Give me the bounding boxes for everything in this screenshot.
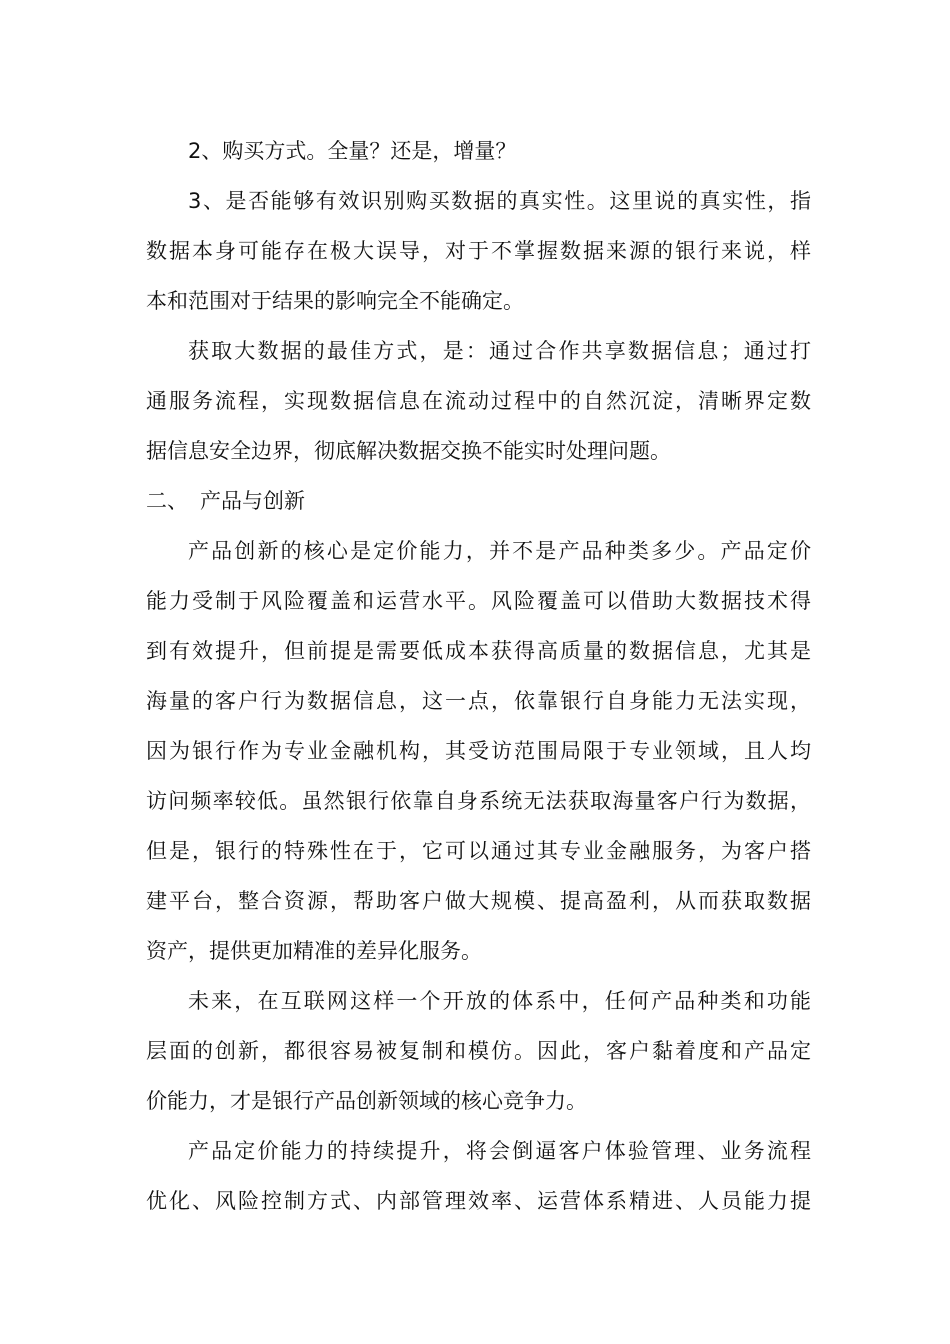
section-heading-title: 产品与创新: [200, 489, 305, 513]
text-line: 本和范围对于结果的影响完全不能确定。: [146, 289, 524, 313]
text-line: 产品定价能力的持续提升，将会倒逼客户体验管理、业务流程: [188, 1139, 811, 1163]
text-line: 因为银行作为专业金融机构，其受访范围局限于专业领域，且人均: [146, 739, 811, 763]
text-line: 层面的创新，都很容易被复制和模仿。因此，客户黏着度和产品定: [146, 1039, 811, 1063]
text-line: 据信息安全边界，彻底解决数据交换不能实时处理问题。: [146, 439, 671, 463]
text-line: 未来，在互联网这样一个开放的体系中，任何产品种类和功能: [188, 989, 811, 1013]
text-line: 海量的客户行为数据信息，这一点，依靠银行自身能力无法实现，: [146, 689, 811, 713]
text-line: 到有效提升，但前提是需要低成本获得高质量的数据信息，尤其是: [146, 639, 811, 663]
text-line: 获取大数据的最佳方式，是：通过合作共享数据信息；通过打: [188, 339, 811, 363]
text-line: 通服务流程，实现数据信息在流动过程中的自然沉淀，清晰界定数: [146, 389, 811, 413]
text-line: 但是，银行的特殊性在于，它可以通过其专业金融服务，为客户搭: [146, 839, 811, 863]
section-heading: [146, 486, 305, 516]
text-line: 价能力，才是银行产品创新领域的核心竞争力。: [146, 1089, 587, 1113]
text-line: 2、购买方式。全量？还是，增量？: [188, 139, 517, 163]
text-line: 建平台，整合资源，帮助客户做大规模、提高盈利，从而获取数据: [146, 889, 811, 913]
text-line: 访问频率较低。虽然银行依靠自身系统无法获取海量客户行为数据，: [146, 789, 811, 813]
text-line: 优化、风险控制方式、内部管理效率、运营体系精进、人员能力提: [146, 1189, 811, 1213]
text-line: 能力受制于风险覆盖和运营水平。风险覆盖可以借助大数据技术得: [146, 589, 811, 613]
section-heading-number: 二、: [146, 489, 188, 513]
text-line: 资产，提供更加精准的差异化服务。: [146, 939, 482, 963]
text-line: 产品创新的核心是定价能力，并不是产品种类多少。产品定价: [188, 539, 811, 563]
text-line: 数据本身可能存在极大误导，对于不掌握数据来源的银行来说，样: [146, 239, 811, 263]
text-line: 3、是否能够有效识别购买数据的真实性。这里说的真实性，指: [188, 189, 811, 213]
